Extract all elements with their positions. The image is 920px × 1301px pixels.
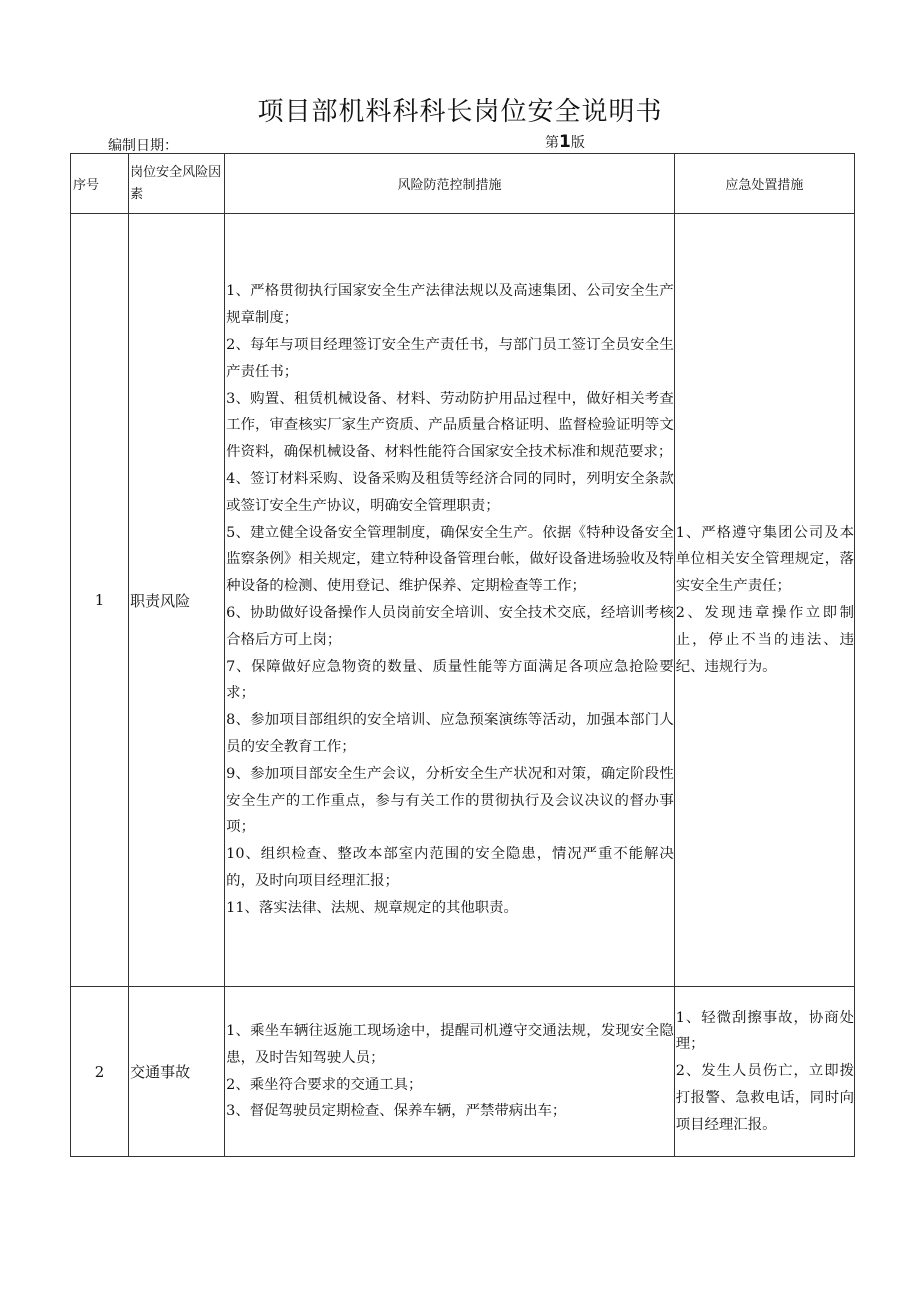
header-no: 序号 — [71, 154, 129, 214]
measure-item: 5、建立健全设备安全管理制度，确保安全生产。依据《特种设备安全监察条例》相关规定，建立特种设备管理台帐，做好设备进场验收及特种设备的检测、使用登记、维护保养、定期检查等工作； — [226, 524, 674, 595]
measure-item: 4、签订材料采购、设备采购及租赁等经济合同的同时，列明安全条款或签订安全生产协议，明确安全管理职责； — [226, 471, 674, 514]
safety-responsibility-table — [70, 153, 855, 1157]
risk-factor: 交通事故 — [129, 987, 225, 1157]
header-control-measures: 风险防范控制措施 — [225, 154, 675, 214]
header-risk-factor: 岗位安全风险因素 — [129, 154, 225, 214]
emergency-item: 1、严格遵守集团公司及本单位相关安全管理规定，落实安全生产责任； — [675, 524, 854, 595]
table-header-row — [71, 154, 855, 214]
edition-label — [545, 132, 585, 152]
measure-item: 1、乘坐车辆往返施工现场途中，提醒司机遵守交通法规，发现安全隐患，及时告知驾驶人员； — [226, 1022, 674, 1066]
control-measures-list — [225, 214, 675, 987]
emergency-item: 2、发现违章操作立即制止，停止不当的违法、违纪、违规行为。 — [675, 605, 854, 675]
measure-item: 2、每年与项目经理签订安全生产责任书，与部门员工签订全员安全生产责任书； — [226, 337, 674, 380]
row-number: 2 — [71, 987, 129, 1157]
measure-item: 11、落实法律、法规、规章规定的其他职责。 — [226, 899, 518, 916]
emergency-item: 2、发生人员伤亡，立即拨打报警、急救电话，同时向项目经理汇报。 — [675, 1063, 854, 1133]
measure-item: 6、协助做好设备操作人员岗前安全培训、安全技术交底，经培训考核合格后方可上岗； — [226, 605, 674, 648]
table-row — [71, 987, 855, 1157]
emergency-item: 1、轻微刮擦事故，协商处理； — [675, 1009, 854, 1053]
measure-item: 9、参加项目部安全生产会议，分析安全生产状况和对策，确定阶段性安全生产的工作重点，参与有关工作的贯彻执行及会议决议的督办事项； — [226, 765, 674, 836]
measure-item: 3、督促驾驶员定期检查、保养车辆，严禁带病出车； — [226, 1103, 567, 1120]
emergency-measures-list — [674, 214, 854, 987]
risk-factor: 职责风险 — [129, 214, 225, 987]
measure-item: 7、保障做好应急物资的数量、质量性能等方面满足各项应急抢险要求； — [226, 658, 674, 702]
measure-item: 1、严格贯彻执行国家安全生产法律法规以及高速集团、公司安全生产规章制度； — [226, 283, 674, 327]
control-measures-list — [225, 987, 675, 1157]
measure-item: 3、购置、租赁机械设备、材料、劳动防护用品过程中，做好相关考查工作，审查核实厂家生产资质、产品质量合格证明、监督检验证明等文件资料，确保机械设备、材料性能符合国家安全技术标准和规范要求； — [226, 390, 674, 461]
measure-item: 8、参加项目部组织的安全培训、应急预案演练等活动，加强本部门人员的安全教育工作； — [226, 712, 674, 755]
compile-date-label: 编制日期： — [108, 138, 178, 154]
table-row — [71, 214, 855, 987]
measure-item: 2、乘坐符合要求的交通工具； — [226, 1076, 423, 1093]
measure-item: 10、组织检查、整改本部室内范围的安全隐患，情况严重不能解决的，及时向项目经理汇报； — [226, 846, 674, 889]
row-number: 1 — [71, 214, 129, 987]
edition-prefix: 第 — [545, 135, 559, 151]
header-emergency-measures: 应急处置措施 — [674, 154, 854, 214]
edition-number: 1 — [559, 132, 571, 152]
edition-suffix: 版 — [570, 135, 585, 151]
emergency-measures-list — [674, 987, 854, 1157]
document-title: 项目部机料科科长岗位安全说明书 — [257, 97, 663, 127]
